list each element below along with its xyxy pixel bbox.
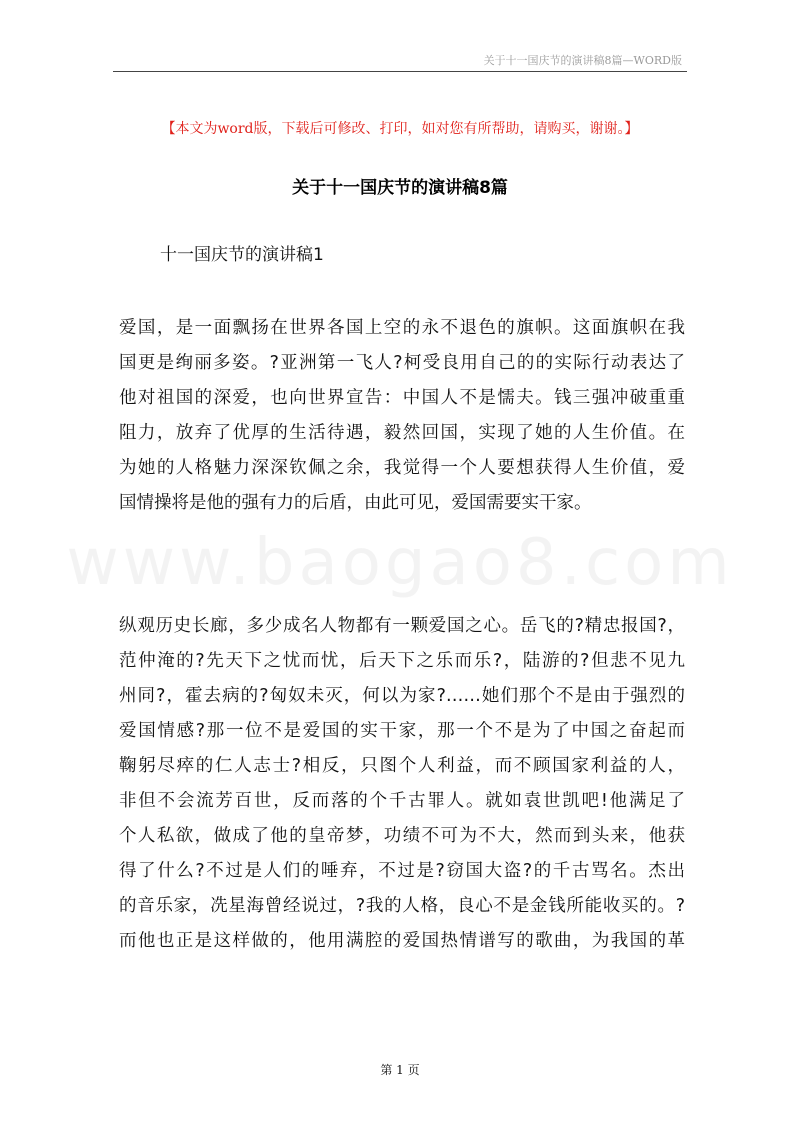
paragraph-line: 得了什么?不过是人们的唾弃，不过是?窃国大盗?的千古骂名。杰出 <box>119 861 685 881</box>
paragraph-line: 的音乐家，冼星海曾经说过，?我的人格，良心不是金钱所能收买的。? <box>119 896 685 916</box>
paragraph-line: 他对祖国的深爱，也向世界宣告：中国人不是懦夫。钱三强冲破重重 <box>119 388 685 408</box>
paragraph-line: 国更是绚丽多姿。?亚洲第一飞人?柯受良用自己的的实际行动表达了 <box>119 353 685 373</box>
download-notice: 【本文为word版，下载后可修改、打印，如对您有所帮助，请购买，谢谢。】 <box>161 121 639 137</box>
paragraph-line: 国情操将是他的强有力的后盾，由此可见，爱国需要实干家。 <box>119 493 592 513</box>
paragraph-1 <box>119 311 685 521</box>
paragraph-line: 爱国，是一面飘扬在世界各国上空的永不退色的旗帜。这面旗帜在我 <box>119 318 685 338</box>
paragraph-line: 阻力，放弃了优厚的生活待遇，毅然回国，实现了她的人生价值。在 <box>119 423 685 443</box>
paragraph-line: 而他也正是这样做的，他用满腔的爱国热情谱写的歌曲，为我国的革 <box>119 931 685 951</box>
paragraph-line: 鞠躬尽瘁的仁人志士?相反，只图个人利益，而不顾国家利益的人， <box>119 756 685 776</box>
paragraph-2 <box>119 609 685 959</box>
section-heading: 十一国庆节的演讲稿1 <box>160 245 324 265</box>
page-number: 第 1 页 <box>380 1063 420 1077</box>
paragraph-line: 范仲淹的?先天下之忧而忧，后天下之乐而乐?，陆游的?但悲不见九 <box>119 651 685 671</box>
paragraph-line: 爱国情感?那一位不是爱国的实干家，那一个不是为了中国之奋起而 <box>119 721 685 741</box>
paragraph-line: 州同?，霍去病的?匈奴未灭，何以为家?……她们那个不是由于强烈的 <box>119 686 685 706</box>
document-title: 关于十一国庆节的演讲稿8篇 <box>292 178 508 198</box>
paragraph-line: 个人私欲，做成了他的皇帝梦，功绩不可为不大，然而到头来，他获 <box>119 826 685 846</box>
paragraph-line: 非但不会流芳百世，反而落的个千古罪人。就如袁世凯吧!他满足了 <box>119 791 685 811</box>
paragraph-line: 为她的人格魅力深深钦佩之余，我觉得一个人要想获得人生价值，爱 <box>119 458 685 478</box>
header-divider <box>113 71 687 72</box>
watermark: www.baogao8.com <box>66 526 734 600</box>
page-header-title: 关于十一国庆节的演讲稿8篇—WORD版 <box>483 54 682 67</box>
paragraph-line: 纵观历史长廊，多少成名人物都有一颗爱国之心。岳飞的?精忠报国?， <box>119 616 685 636</box>
